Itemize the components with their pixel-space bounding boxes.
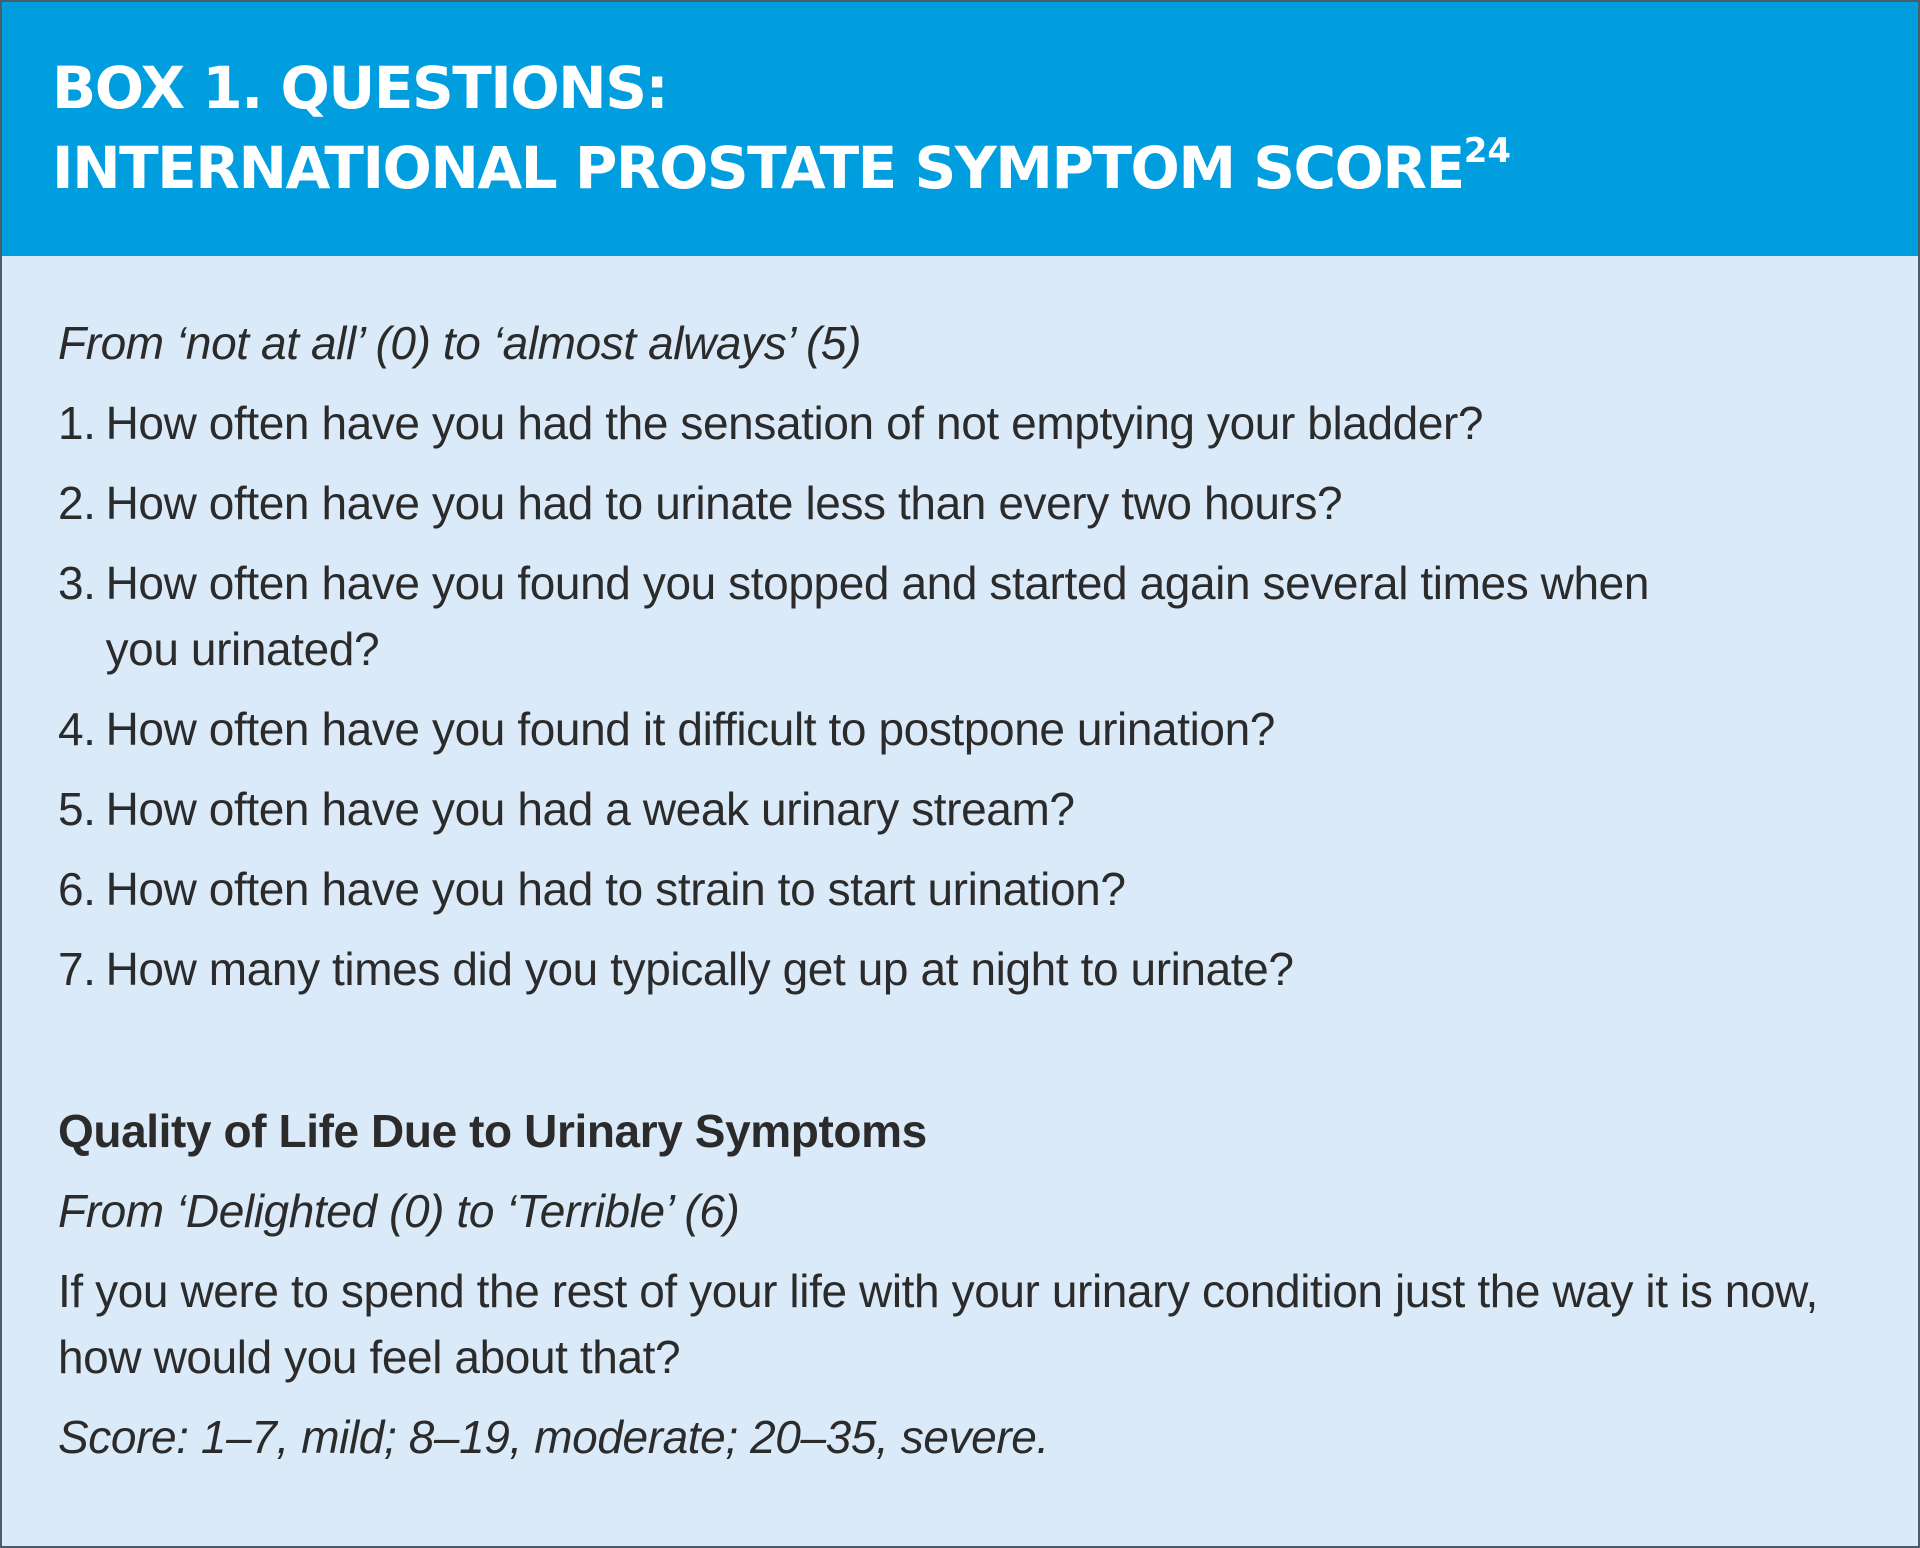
reference-superscript: 24 (1463, 131, 1512, 171)
question-item (58, 470, 1918, 536)
question-item (58, 696, 1918, 762)
question-number: 2. (58, 477, 96, 529)
question-text: How often have you had to urinate less than every two hours? (105, 477, 1343, 529)
question-text: How often have you had to strain to start urination? (105, 863, 1126, 915)
question-number: 6. (58, 863, 96, 915)
question-number: 5. (58, 783, 96, 835)
qol-question: If you were to spend the rest of your life with your urinary condition just the way it is now, how would you feel about that? (58, 1265, 1818, 1383)
qol-section-title: Quality of Life Due to Urinary Symptoms (58, 1105, 927, 1157)
question-number: 7. (58, 943, 96, 995)
question-text: How often have you found you stopped and started again several times when you urinated? (105, 557, 1650, 675)
question-text: How many times did you typically get up at night to urinate? (105, 943, 1294, 995)
question-list (58, 390, 1918, 1002)
question-text: How often have you had a weak urinary stream? (105, 783, 1075, 835)
question-item (58, 390, 1918, 456)
box-title-line-2 (52, 128, 1918, 208)
question-item (58, 550, 1918, 682)
qol-scale-range: From ‘Delighted (0) to ‘Terrible’ (6) (58, 1185, 740, 1237)
score-interpretation: Score: 1–7, mild; 8–19, moderate; 20–35, severe. (58, 1411, 1049, 1463)
question-number: 1. (58, 397, 96, 449)
question-number: 3. (58, 557, 96, 609)
question-number: 4. (58, 703, 96, 755)
scale-intro: From ‘not at all’ (0) to ‘almost always’ (5) (58, 317, 861, 369)
question-text: How often have you found it difficult to postpone urination? (105, 703, 1275, 755)
question-item (58, 936, 1918, 1002)
question-text: How often have you had the sensation of not emptying your bladder? (105, 397, 1484, 449)
question-item (58, 856, 1918, 922)
box-header (2, 2, 1918, 256)
box-title-text: INTERNATIONAL PROSTATE SYMPTOM SCORE (52, 134, 1464, 202)
question-item (58, 776, 1918, 842)
box-content (2, 256, 1918, 1470)
box-title-line-1: BOX 1. QUESTIONS: (52, 54, 668, 122)
